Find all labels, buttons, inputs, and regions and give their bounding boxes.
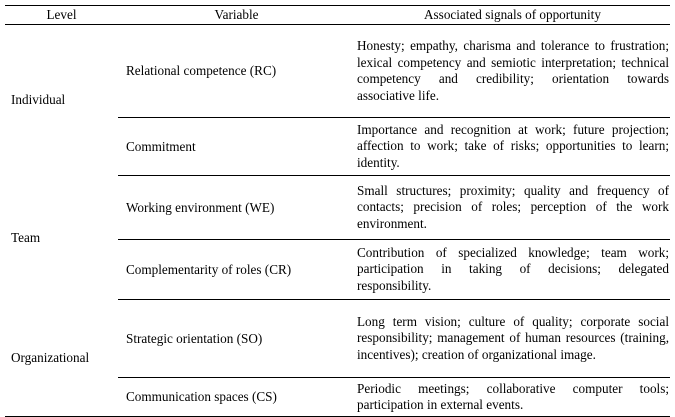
table-body [5,25,670,417]
header-level: Level [5,6,118,25]
header-variable: Variable [118,6,355,25]
opportunity-signals-table [5,5,670,417]
table-row [5,25,670,118]
variable-cell: Working environment (WE) [118,176,355,240]
table-header [5,6,670,25]
signals-cell: Honesty; empathy, charisma and tolerance to frustration; lexical competency and semiotic interpretation; technical competency and credibility; orientation towards associative life. [357,38,669,103]
level-individual: Individual [11,92,66,108]
header-row [5,6,670,25]
signals-cell: Contribution of specialized knowledge; team work; participation in taking of decisions; delegated responsibility. [355,240,670,300]
signals-cell: Long term vision; culture of quality; corporate social responsibility; management of human resources (training, incentives); creation of organizational image. [355,300,670,378]
variable-cell: Strategic orientation (SO) [118,300,355,378]
level-team: Team [11,229,41,245]
signals-cell: Periodic meetings; collaborative computer tools; participation in external events. [355,378,670,417]
header-signals: Associated signals of opportunity [355,6,670,25]
variable-cell: Relational competence (RC) [126,63,277,78]
table-row [5,176,670,240]
variable-cell: Communication spaces (CS) [118,378,355,417]
variable-cell: Commitment [118,118,355,176]
variable-cell: Complementarity of roles (CR) [118,240,355,300]
signals-cell: Small structures; proximity; quality and frequency of contacts; precision of roles; perception of the work environment. [355,176,670,240]
signals-cell: Importance and recognition at work; future projection; affection to work; take of risks; opportunities to learn; identity. [355,118,670,176]
level-organizational: Organizational [5,300,118,417]
table-row [5,300,670,378]
